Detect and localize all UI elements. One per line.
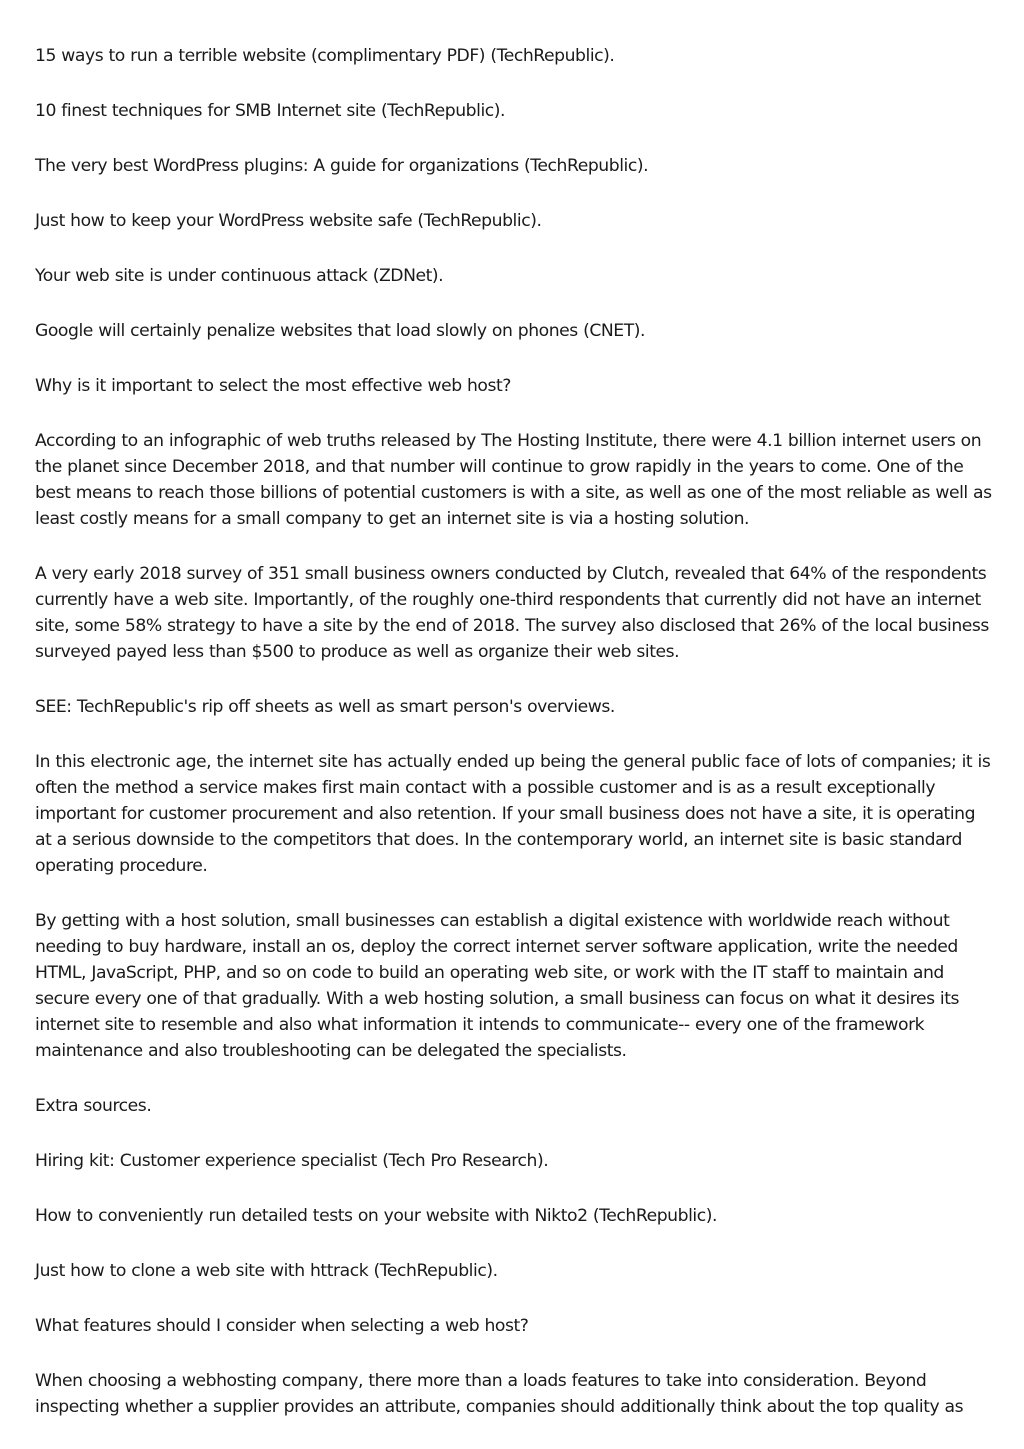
paragraph: 15 ways to run a terrible website (complimentary PDF) (TechRepublic). bbox=[35, 46, 615, 66]
paragraph: Just how to keep your WordPress website safe (TechRepublic). bbox=[35, 211, 542, 231]
paragraph: 10 finest techniques for SMB Internet site (TechRepublic). bbox=[35, 101, 506, 121]
paragraph: What features should I consider when selecting a web host? bbox=[35, 1316, 529, 1336]
paragraph: SEE: TechRepublic's rip off sheets as well as smart person's overviews. bbox=[35, 697, 615, 717]
paragraph: By getting with a host solution, small businesses can establish a digital existence with worldwide reach without needing to buy hardware, install an os, deploy the correct internet server software application, write the needed HTML, JavaScript, PHP, and so on code to build an operating web site, or work with the IT staff to maintain and secure every one of that gradually. With a web hosting solution, a small business can focus on what it desires its internet site to resemble and also what information it intends to communicate-- every one of the framework maintenance and also troubleshooting can be delegated the specialists. bbox=[35, 911, 960, 1061]
paragraph: According to an infographic of web truths released by The Hosting Institute, there were 4.1 billion internet users on the planet since December 2018, and that number will continue to grow rapidly in the years to come. One of the best means to reach those billions of potential customers is with a site, as well as one of the most reliable as well as least costly means for a small company to get an internet site is via a hosting solution. bbox=[35, 431, 992, 529]
paragraph: In this electronic age, the internet site has actually ended up being the general public face of lots of companies; it is often the method a service makes first main contact with a possible customer and is as a result exceptionally important for customer procurement and also retention. If your small business does not have a site, it is operating at a serious downside to the competitors that does. In the contemporary world, an internet site is basic standard operating procedure. bbox=[35, 752, 991, 876]
paragraph: A very early 2018 survey of 351 small business owners conducted by Clutch, revealed that 64% of the respondents currently have a web site. Importantly, of the roughly one-third respondents that currently did not have an internet site, some 58% strategy to have a site by the end of 2018. The survey also disclosed that 26% of the local business surveyed payed less than $500 to produce as well as organize their web sites. bbox=[35, 564, 989, 662]
paragraph: Your web site is under continuous attack (ZDNet). bbox=[35, 266, 444, 286]
paragraph: The very best WordPress plugins: A guide for organizations (TechRepublic). bbox=[35, 156, 649, 176]
paragraph: When choosing a webhosting company, there more than a loads features to take into consideration. Beyond inspecting whether a supplier provides an attribute, companies should additionally think about the top quality as bbox=[35, 1371, 964, 1417]
document-body bbox=[35, 43, 995, 1449]
paragraph: Extra sources. bbox=[35, 1096, 152, 1116]
paragraph: Hiring kit: Customer experience specialist (Tech Pro Research). bbox=[35, 1151, 549, 1171]
paragraph: Google will certainly penalize websites that load slowly on phones (CNET). bbox=[35, 321, 646, 341]
paragraph: Just how to clone a web site with httrack (TechRepublic). bbox=[35, 1261, 498, 1281]
paragraph: How to conveniently run detailed tests on your website with Nikto2 (TechRepublic). bbox=[35, 1206, 717, 1226]
paragraph: Why is it important to select the most effective web host? bbox=[35, 376, 511, 396]
